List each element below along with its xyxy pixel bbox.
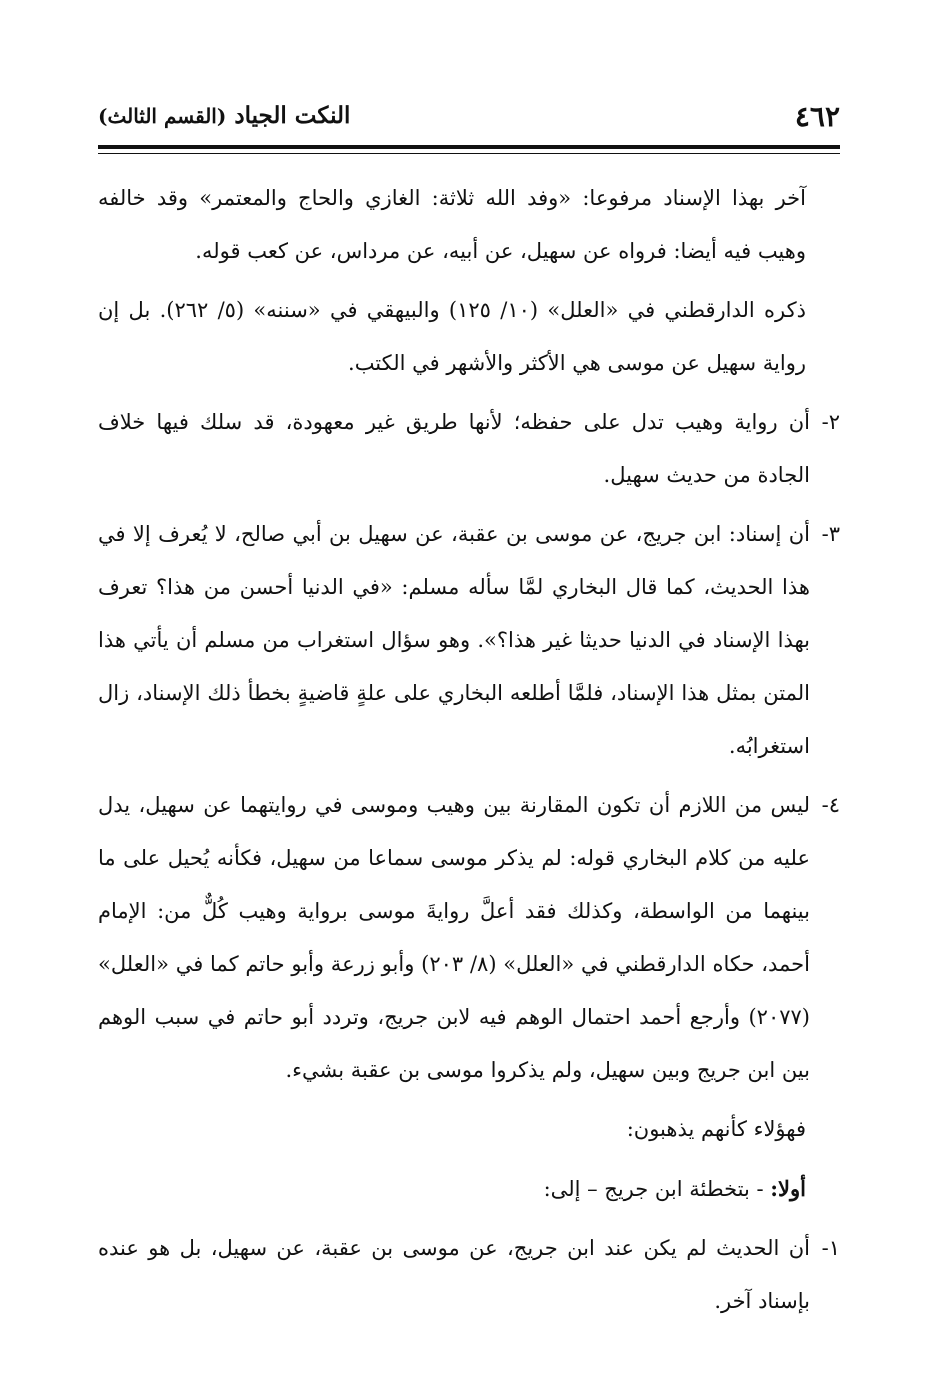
paragraph: فهؤلاء كأنهم يذهبون: <box>626 1117 806 1141</box>
list-item <box>98 1222 840 1328</box>
paragraph: ذكره الدارقطني في «العلل» (١٠/ ١٢٥) والبيهقي في «سننه» (٥/ ٢٦٢). بل إن رواية سهيل عن موسى هي الأكثر والأشهر في الكتب. <box>98 298 806 375</box>
list-item-number: ١- <box>821 1236 840 1260</box>
list-item-number: ٢- <box>821 410 840 434</box>
page-number: ٤٦٢ <box>794 100 840 133</box>
list-item-text: أن إسناد: ابن جريج، عن موسى بن عقبة، عن سهيل بن أبي صالح، لا يُعرف إلا في هذا الحديث، كما قال البخاري لمَّا سأله مسلم: «في الدنيا أحسن من هذا؟ تعرف بهذا الإسناد في الدنيا حديثا غير هذا؟». وهو سؤال استغراب من مسلم أن يأتي هذا المتن بمثل هذا الإسناد، فلمَّا أطلعه البخاري على علةٍ قاضيةٍ بخطأ ذلك الإسناد، زال استغرابُه. <box>98 522 810 758</box>
running-title <box>98 102 350 129</box>
book-part: (القسم الثالث) <box>98 104 227 128</box>
page-body <box>98 172 840 1334</box>
header-rule-thick <box>98 145 840 149</box>
list-item-text: ليس من اللازم أن تكون المقارنة بين وهيب وموسى في روايتهما عن سهيل، يدل عليه من كلام البخاري قوله: لم يذكر موسى سماعا من سهيل، فكأنه يُحيل على ما بينهما من الواسطة، وكذلك فقد أعلَّ روايةَ موسى برواية وهيب كُلٌّ من: الإمام أحمد، حكاه الدارقطني في «العلل» (٨/ ٢٠٣) وأبو زرعة وأبو حاتم كما في «العلل» (٢٠٧٧) وأرجع أحمد احتمال الوهم فيه لابن جريج، وتردد أبو حاتم في سبب الوهم بين ابن جريج وبين سهيل، ولم يذكروا موسى بن عقبة بشيء. <box>98 793 810 1082</box>
list-item-text: أن الحديث لم يكن عند ابن جريج، عن موسى بن عقبة، عن سهيل، بل هو عنده بإسناد آخر. <box>98 1236 810 1313</box>
page-header <box>98 100 840 140</box>
book-title: النكت الجياد <box>234 102 351 129</box>
header-rule-thin <box>98 153 840 154</box>
subheading-label: أولا: <box>770 1176 806 1201</box>
subheading <box>98 1162 840 1216</box>
paragraph: آخر بهذا الإسناد مرفوعا: «وفد الله ثلاثة: الغازي والحاج والمعتمر» وقد خالفه وهيب فيه أيضا: فرواه عن سهيل، عن أبيه، عن مرداس، عن كعب قوله. <box>98 186 806 263</box>
list-item <box>98 508 840 773</box>
list-item-number: ٣- <box>821 522 840 546</box>
list-item <box>98 779 840 1097</box>
list-item <box>98 396 840 502</box>
subheading-text: - بتخطئة ابن جريج – إلى: <box>543 1177 764 1201</box>
list-item-number: ٤- <box>821 793 840 817</box>
list-item-text: أن رواية وهيب تدل على حفظه؛ لأنها طريق غير معهودة، قد سلك فيها خلاف الجادة من حديث سهيل. <box>98 410 810 487</box>
